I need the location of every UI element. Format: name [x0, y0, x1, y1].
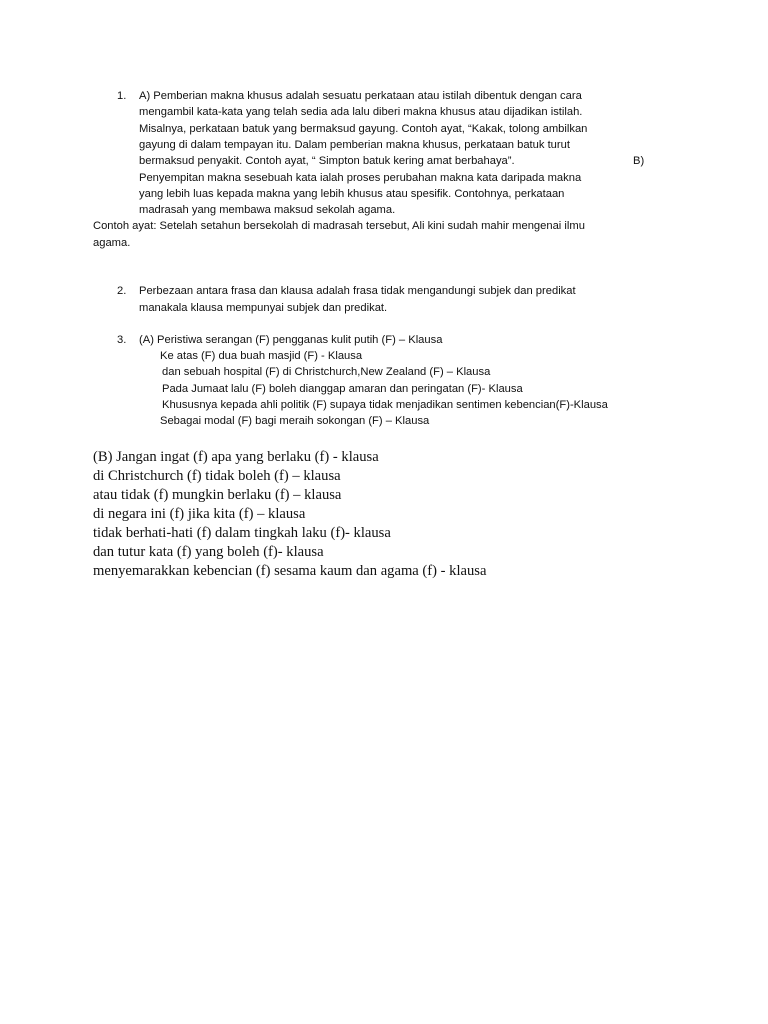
part-b-line: dan tutur kata (f) yang boleh (f)- klausa [93, 544, 324, 560]
item-1-line: A) Pemberian makna khusus adalah sesuatu perkataan atau istilah dibentuk dengan cara [139, 90, 582, 102]
item-1-line: Penyempitan makna sesebuah kata ialah proses perubahan makna kata daripada makna [139, 172, 582, 184]
item-3-line: dan sebuah hospital (F) di Christchurch,New Zealand (F) – Klausa [162, 366, 491, 378]
item-2-line: manakala klausa mempunyai subjek dan predikat. [139, 302, 388, 314]
item-1-number: 1. [117, 90, 127, 102]
item-3-line: Sebagai modal (F) bagi meraih sokongan (F) – Klausa [160, 415, 430, 427]
item-1-line: yang lebih luas kepada makna yang lebih khusus atau spesifik. Contohnya, perkataan [139, 188, 565, 200]
part-b-line: di Christchurch (f) tidak boleh (f) – klausa [93, 468, 341, 484]
item-1-line: Misalnya, perkataan batuk yang bermaksud gayung. Contoh ayat, “Kakak, tolong ambilkan [139, 123, 588, 135]
item-3-line: Khususnya kepada ahli politik (F) supaya tidak menjadikan sentimen kebencian(F)-Klausa [162, 399, 608, 411]
item-3-line: Pada Jumaat lalu (F) boleh dianggap amaran dan peringatan (F)- Klausa [162, 383, 523, 395]
item-1-b-marker: B) [633, 155, 645, 167]
item-1-example-line: agama. [93, 237, 131, 249]
item-3-number: 3. [117, 334, 127, 346]
item-1-line: bermaksud penyakit. Contoh ayat, “ Simpton batuk kering amat berbahaya”. [139, 155, 515, 167]
item-2-line: Perbezaan antara frasa dan klausa adalah frasa tidak mengandungi subjek dan predikat [139, 285, 576, 297]
part-b-line: di negara ini (f) jika kita (f) – klausa [93, 506, 306, 522]
part-b-line: menyemarakkan kebencian (f) sesama kaum dan agama (f) - klausa [93, 563, 487, 579]
part-b-line: tidak berhati-hati (f) dalam tingkah laku (f)- klausa [93, 525, 391, 541]
item-1-example-line: Contoh ayat: Setelah setahun bersekolah di madrasah tersebut, Ali kini sudah mahir mengenai ilmu [93, 220, 585, 232]
item-1-line: madrasah yang membawa maksud sekolah agama. [139, 204, 396, 216]
part-b-line: (B) Jangan ingat (f) apa yang berlaku (f) - klausa [93, 449, 379, 465]
item-3-line: (A) Peristiwa serangan (F) pengganas kulit putih (F) – Klausa [139, 334, 443, 346]
part-b-line: atau tidak (f) mungkin berlaku (f) – klausa [93, 487, 342, 503]
item-2-number: 2. [117, 285, 127, 297]
item-3-line: Ke atas (F) dua buah masjid (F) - Klausa [160, 350, 363, 362]
item-1-line: gayung di dalam tempayan itu. Dalam pemberian makna khusus, perkataan batuk turut [139, 139, 570, 151]
item-1-line: mengambil kata-kata yang telah sedia ada lalu diberi makna khusus atau dijadikan istilah. [139, 106, 583, 118]
